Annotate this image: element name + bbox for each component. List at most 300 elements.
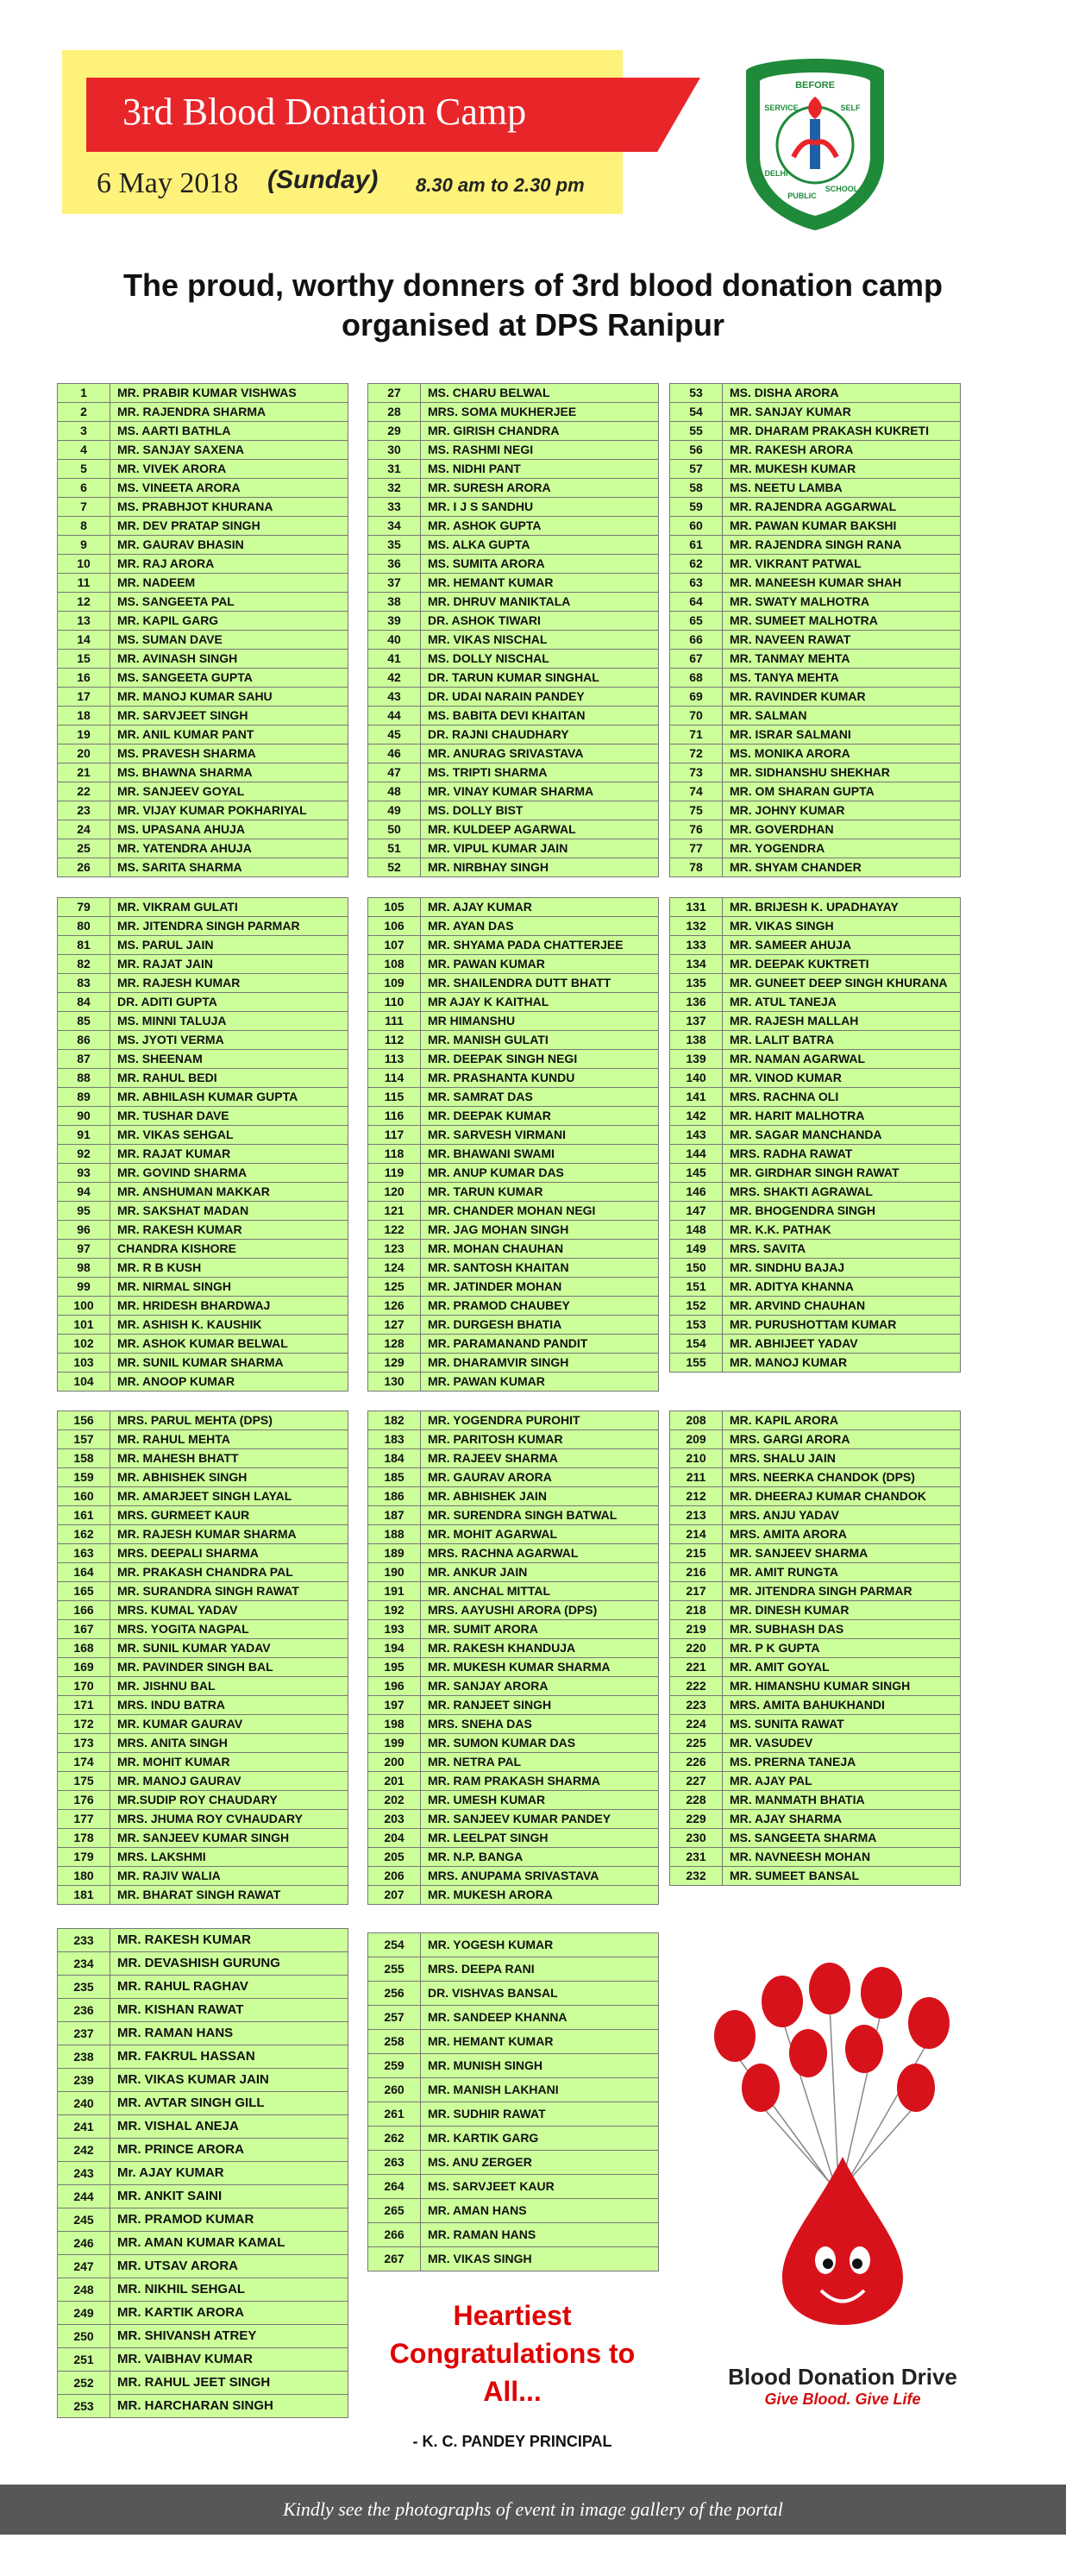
donor-name: MR. RAMAN HANS — [428, 2227, 536, 2241]
donor-row — [368, 858, 658, 876]
donor-name: MR AJAY K KAITHAL — [428, 995, 549, 1008]
donor-number: 154 — [670, 1335, 723, 1353]
donor-row — [670, 936, 960, 955]
donor-name: MRS. SHAKTI AGRAWAL — [730, 1184, 873, 1198]
donor-number: 198 — [368, 1715, 421, 1733]
donor-number: 169 — [58, 1658, 110, 1676]
donor-number: 90 — [58, 1107, 110, 1125]
donor-number: 161 — [58, 1506, 110, 1524]
donor-name: MR. JAG MOHAN SINGH — [428, 1222, 569, 1236]
donor-number: 261 — [368, 2102, 421, 2126]
donor-number: 209 — [670, 1430, 723, 1448]
donor-row — [670, 1810, 960, 1829]
donor-name: MR. ABHISHEK JAIN — [428, 1489, 547, 1503]
donor-name: MR. JISHNU BAL — [117, 1679, 216, 1693]
donor-row — [58, 1031, 348, 1050]
donor-row — [58, 403, 348, 422]
donor-row — [670, 745, 960, 763]
donor-row — [58, 2092, 348, 2115]
donor-row — [670, 1677, 960, 1696]
donor-number: 113 — [368, 1050, 421, 1068]
donor-name: MR. SUMON KUMAR DAS — [428, 1736, 576, 1750]
donor-row — [368, 1240, 658, 1259]
donor-name: MR. AVINASH SINGH — [117, 651, 238, 665]
donor-name: MR. R B KUSH — [117, 1260, 202, 1274]
donor-name: MR. YOGESH KUMAR — [428, 1938, 554, 1951]
donor-name: MR. DEEPAK KUKTRETI — [730, 957, 869, 971]
donor-number: 88 — [58, 1069, 110, 1087]
donor-number: 217 — [670, 1582, 723, 1600]
donor-name: MR. TUSHAR DAVE — [117, 1109, 229, 1122]
donor-row — [368, 460, 658, 479]
svg-text:PUBLIC: PUBLIC — [787, 192, 817, 200]
donor-number: 246 — [58, 2232, 110, 2254]
donor-row — [368, 403, 658, 422]
donor-name: MR. VIKAS SINGH — [730, 919, 834, 933]
donor-name: MS. JYOTI VERMA — [117, 1033, 224, 1046]
donor-number: 185 — [368, 1468, 421, 1486]
donor-number: 3 — [58, 422, 110, 440]
donor-number: 47 — [368, 763, 421, 782]
donor-row — [670, 688, 960, 707]
donor-row — [58, 669, 348, 688]
donor-table-5 — [367, 897, 659, 1392]
donor-name: MR. ANUP KUMAR DAS — [428, 1165, 564, 1179]
donor-number: 163 — [58, 1544, 110, 1562]
donor-name: MRS. SNEHA DAS — [428, 1717, 532, 1731]
donor-name: DR. VISHVAS BANSAL — [428, 1986, 558, 2000]
donor-row — [670, 1449, 960, 1468]
donor-number: 27 — [368, 384, 421, 402]
donor-number: 75 — [670, 801, 723, 820]
donor-row — [670, 1563, 960, 1582]
donor-name: MR. GOVERDHAN — [730, 822, 834, 836]
donor-number: 262 — [368, 2127, 421, 2150]
donor-row — [670, 917, 960, 936]
donor-name: MR. SANDEEP KHANNA — [428, 2010, 567, 2024]
donor-number: 120 — [368, 1183, 421, 1201]
donor-number: 20 — [58, 745, 110, 763]
donor-name: MR. SUDHIR RAWAT — [428, 2107, 546, 2120]
donor-name: MR. MOHAN CHAUHAN — [428, 1241, 564, 1255]
donor-row — [670, 1240, 960, 1259]
donor-name: MS. SANGEETA PAL — [117, 594, 235, 608]
donor-name: MR. NAVNEESH MOHAN — [730, 1850, 871, 1863]
donor-row — [58, 993, 348, 1012]
donor-number: 109 — [368, 974, 421, 992]
donor-row — [670, 1544, 960, 1563]
donor-number: 205 — [368, 1848, 421, 1866]
donor-number: 110 — [368, 993, 421, 1011]
donor-row — [670, 974, 960, 993]
donor-row — [58, 555, 348, 574]
donor-number: 105 — [368, 898, 421, 916]
donor-row — [368, 2006, 658, 2030]
donor-number: 50 — [368, 820, 421, 839]
donor-row — [58, 858, 348, 876]
donor-name: MR. AMAN HANS — [428, 2203, 527, 2217]
donor-row — [58, 2162, 348, 2185]
donor-row — [58, 574, 348, 593]
donor-row — [368, 1297, 658, 1316]
donor-number: 127 — [368, 1316, 421, 1334]
donor-number: 220 — [670, 1639, 723, 1657]
donor-name: MRS. GURMEET KAUR — [117, 1508, 250, 1522]
donor-name: MR. RAHUL JEET SINGH — [117, 2375, 271, 2390]
donor-row — [58, 1468, 348, 1487]
donor-number: 126 — [368, 1297, 421, 1315]
donor-row — [670, 479, 960, 498]
donor-table-2 — [367, 383, 659, 877]
donor-number: 74 — [670, 782, 723, 801]
donor-number: 135 — [670, 974, 723, 992]
donor-number: 197 — [368, 1696, 421, 1714]
donor-number: 28 — [368, 403, 421, 421]
donor-row — [670, 650, 960, 669]
donor-number: 37 — [368, 574, 421, 592]
donor-row — [670, 403, 960, 422]
donor-row — [368, 1753, 658, 1772]
donor-name: MRS. AAYUSHI ARORA (DPS) — [428, 1603, 598, 1617]
donor-name: MR. AJAY KUMAR — [428, 900, 532, 914]
donor-number: 252 — [58, 2372, 110, 2394]
donor-name: MR. SANJEEV KUMAR PANDEY — [428, 1812, 611, 1825]
donor-number: 130 — [368, 1373, 421, 1391]
donor-row — [368, 2199, 658, 2223]
donor-number: 84 — [58, 993, 110, 1011]
donor-row — [58, 1582, 348, 1601]
donor-number: 77 — [670, 839, 723, 858]
donor-number: 62 — [670, 555, 723, 573]
donor-row — [58, 479, 348, 498]
donor-row — [670, 1354, 960, 1372]
svg-text:SERVICE: SERVICE — [764, 104, 799, 112]
donor-number: 31 — [368, 460, 421, 478]
donor-number: 69 — [670, 688, 723, 706]
donor-name: MR. SAMRAT DAS — [428, 1090, 533, 1103]
donor-row — [58, 1297, 348, 1316]
donor-row — [58, 820, 348, 839]
donor-name: MR. MUKESH KUMAR — [730, 462, 856, 475]
donor-number: 170 — [58, 1677, 110, 1695]
donor-name: MR. AJAY SHARMA — [730, 1812, 843, 1825]
donor-number: 232 — [670, 1867, 723, 1885]
donor-number: 70 — [670, 707, 723, 725]
donor-name: MR. TANMAY MEHTA — [730, 651, 850, 665]
donor-row — [368, 1525, 658, 1544]
donor-row — [368, 669, 658, 688]
donor-number: 168 — [58, 1639, 110, 1657]
donor-row — [670, 536, 960, 555]
donor-row — [58, 1069, 348, 1088]
donor-number: 144 — [670, 1145, 723, 1163]
donor-name: MR. GIRDHAR SINGH RAWAT — [730, 1165, 900, 1179]
donor-row — [58, 460, 348, 479]
donor-row — [670, 1430, 960, 1449]
donor-number: 12 — [58, 593, 110, 611]
donor-row — [670, 593, 960, 612]
heading-line-2: organised at DPS Ranipur — [341, 307, 725, 342]
donor-row — [670, 612, 960, 631]
donor-row — [368, 593, 658, 612]
donor-row — [368, 1145, 658, 1164]
donor-name: MR. SHYAMA PADA CHATTERJEE — [428, 938, 624, 952]
donor-number: 229 — [670, 1810, 723, 1828]
donor-row — [58, 955, 348, 974]
donor-name: MR. MUKESH KUMAR SHARMA — [428, 1660, 611, 1674]
donor-name: MR. HARIT MALHOTRA — [730, 1109, 865, 1122]
donor-number: 206 — [368, 1867, 421, 1885]
donor-row — [368, 2247, 658, 2271]
donor-name: MR. SUNIL KUMAR SHARMA — [117, 1355, 284, 1369]
donor-name: MRS. NEERKA CHANDOK (DPS) — [730, 1470, 915, 1484]
donor-name: MRS. AMITA ARORA — [730, 1527, 847, 1541]
donor-number: 106 — [368, 917, 421, 935]
donor-row — [368, 1772, 658, 1791]
donor-row — [58, 2232, 348, 2255]
donor-row — [670, 441, 960, 460]
donor-number: 123 — [368, 1240, 421, 1258]
donor-row — [670, 1468, 960, 1487]
donor-number: 40 — [368, 631, 421, 649]
donor-name: MR. DHARAMVIR SINGH — [428, 1355, 569, 1369]
donor-number: 238 — [58, 2045, 110, 2068]
donor-name: MRS. DEEPA RANI — [428, 1962, 535, 1976]
donor-name: MR. ANKIT SAINI — [117, 2189, 223, 2203]
donor-row — [58, 1411, 348, 1430]
donor-row — [58, 536, 348, 555]
donor-row — [58, 1829, 348, 1848]
donor-row — [368, 422, 658, 441]
donor-number: 171 — [58, 1696, 110, 1714]
donor-row — [58, 631, 348, 650]
donor-number: 162 — [58, 1525, 110, 1543]
donor-name: MRS. KUMAL YADAV — [117, 1603, 238, 1617]
donor-row — [670, 1145, 960, 1164]
donor-number: 30 — [368, 441, 421, 459]
donor-number: 95 — [58, 1202, 110, 1220]
donor-row — [368, 1734, 658, 1753]
donor-row — [58, 1715, 348, 1734]
donor-number: 192 — [368, 1601, 421, 1619]
donor-number: 125 — [368, 1278, 421, 1296]
donor-name: MRS. AMITA BAHUKHANDI — [730, 1698, 885, 1712]
footer-note: Kindly see the photographs of event in image gallery of the portal — [283, 2498, 783, 2520]
donor-name: MR. NADEEM — [117, 575, 196, 589]
donor-row — [58, 726, 348, 745]
donor-name: MR. ABHIJEET YADAV — [730, 1336, 858, 1350]
donor-number: 26 — [58, 858, 110, 876]
donor-number: 250 — [58, 2325, 110, 2347]
donor-number: 51 — [368, 839, 421, 858]
donor-name: MR. ANCHAL MITTAL — [428, 1584, 551, 1598]
donor-name: MS. SARITA SHARMA — [117, 860, 242, 874]
donor-name: MS. NEETU LAMBA — [730, 481, 843, 494]
donor-name: MR. BHOGENDRA SINGH — [730, 1203, 876, 1217]
donor-number: 259 — [368, 2054, 421, 2077]
donor-row — [58, 1449, 348, 1468]
donor-row — [368, 745, 658, 763]
donor-row — [58, 1848, 348, 1867]
congrats-line-1: Heartiest — [453, 2300, 572, 2331]
donor-name: MR. HEMANT KUMAR — [428, 575, 554, 589]
donor-row — [670, 1582, 960, 1601]
donor-row — [58, 1487, 348, 1506]
donor-row — [670, 1829, 960, 1848]
donor-number: 221 — [670, 1658, 723, 1676]
donor-number: 15 — [58, 650, 110, 668]
donor-number: 124 — [368, 1259, 421, 1277]
donor-number: 164 — [58, 1563, 110, 1581]
donor-name: MR. SANJEEV SHARMA — [730, 1546, 868, 1560]
donor-number: 59 — [670, 498, 723, 516]
donor-row — [368, 1126, 658, 1145]
donor-number: 142 — [670, 1107, 723, 1125]
donor-table-7 — [57, 1411, 348, 1905]
donor-number: 200 — [368, 1753, 421, 1771]
donor-row — [58, 763, 348, 782]
donor-number: 7 — [58, 498, 110, 516]
donor-row — [58, 2325, 348, 2348]
donor-name: MR. HEMANT KUMAR — [428, 2034, 554, 2048]
donor-number: 85 — [58, 1012, 110, 1030]
donor-name: MR. MAHESH BHATT — [117, 1451, 239, 1465]
donor-row — [368, 1982, 658, 2006]
donor-number: 227 — [670, 1772, 723, 1790]
donor-row — [670, 1221, 960, 1240]
donor-number: 129 — [368, 1354, 421, 1372]
donor-name: MR. ISRAR SALMANI — [730, 727, 851, 741]
donor-row — [368, 688, 658, 707]
donor-name: MR. VIPUL KUMAR JAIN — [428, 841, 568, 855]
donor-number: 244 — [58, 2185, 110, 2208]
donor-name: MR. MANOJ KUMAR SAHU — [117, 689, 273, 703]
donor-number: 245 — [58, 2208, 110, 2231]
donor-name: MR. GUNEET DEEP SINGH KHURANA — [730, 976, 948, 990]
congrats-line-3: All... — [483, 2376, 542, 2407]
donor-number: 230 — [670, 1829, 723, 1847]
donor-number: 98 — [58, 1259, 110, 1277]
donor-number: 32 — [368, 479, 421, 497]
donor-number: 92 — [58, 1145, 110, 1163]
donor-number: 239 — [58, 2069, 110, 2091]
donor-row — [368, 974, 658, 993]
donor-number: 56 — [670, 441, 723, 459]
donor-number: 44 — [368, 707, 421, 725]
donor-row — [670, 1411, 960, 1430]
donor-name: MS. DOLLY NISCHAL — [428, 651, 549, 665]
donor-row — [58, 936, 348, 955]
donor-row — [368, 1183, 658, 1202]
donor-number: 251 — [58, 2348, 110, 2371]
donor-number: 4 — [58, 441, 110, 459]
donor-row — [368, 441, 658, 460]
donor-name: MRS. RACHNA AGARWAL — [428, 1546, 579, 1560]
donor-row — [368, 2078, 658, 2102]
donor-table-10 — [57, 1928, 348, 2418]
donor-name: MR. PRAKASH CHANDRA PAL — [117, 1565, 293, 1579]
donor-name: MR. SURENDRA SINGH BATWAL — [428, 1508, 618, 1522]
donor-row — [670, 1487, 960, 1506]
donor-number: 60 — [670, 517, 723, 535]
donor-number: 263 — [368, 2151, 421, 2174]
donor-number: 68 — [670, 669, 723, 687]
donor-number: 137 — [670, 1012, 723, 1030]
donor-number: 99 — [58, 1278, 110, 1296]
donor-number: 57 — [670, 460, 723, 478]
donor-number: 91 — [58, 1126, 110, 1144]
donor-number: 203 — [368, 1810, 421, 1828]
donor-row — [368, 1563, 658, 1582]
donor-row — [58, 1202, 348, 1221]
donor-row — [58, 1145, 348, 1164]
donor-number: 61 — [670, 536, 723, 554]
donor-name: MR. UTSAV ARORA — [117, 2259, 238, 2273]
donor-row — [368, 726, 658, 745]
donor-name: MRS. DEEPALI SHARMA — [117, 1546, 259, 1560]
donor-name: MR. CHANDER MOHAN NEGI — [428, 1203, 596, 1217]
donor-name: MR. PRABIR KUMAR VISHWAS — [117, 386, 297, 399]
donor-number: 223 — [670, 1696, 723, 1714]
donor-row — [58, 1183, 348, 1202]
donor-row — [368, 1487, 658, 1506]
donor-row — [670, 1696, 960, 1715]
banner-time: 8.30 am to 2.30 pm — [416, 174, 585, 196]
donor-number: 46 — [368, 745, 421, 763]
donor-row — [670, 631, 960, 650]
donor-name: MR. SANJEEV KUMAR SINGH — [117, 1831, 290, 1844]
donor-row — [368, 1050, 658, 1069]
donor-number: 214 — [670, 1525, 723, 1543]
donor-name: MR. ANURAG SRIVASTAVA — [428, 746, 584, 760]
donor-row — [58, 1525, 348, 1544]
donor-number: 103 — [58, 1354, 110, 1372]
donor-number: 87 — [58, 1050, 110, 1068]
donor-row — [58, 1506, 348, 1525]
donor-row — [368, 1221, 658, 1240]
donor-row — [58, 898, 348, 917]
donor-number: 195 — [368, 1658, 421, 1676]
donor-number: 225 — [670, 1734, 723, 1752]
donor-row — [368, 555, 658, 574]
donor-name: DR. UDAI NARAIN PANDEY — [428, 689, 585, 703]
donor-row — [368, 612, 658, 631]
donor-row — [368, 1259, 658, 1278]
donor-row — [368, 1810, 658, 1829]
donor-name: MR. MANOJ KUMAR — [730, 1355, 848, 1369]
donor-name: MRS. JHUMA ROY CVHAUDARY — [117, 1812, 303, 1825]
donor-number: 93 — [58, 1164, 110, 1182]
donor-row — [368, 1354, 658, 1373]
donor-row — [58, 2069, 348, 2092]
donor-name: DR. RAJNI CHAUDHARY — [428, 727, 569, 741]
donor-number: 254 — [368, 1933, 421, 1957]
donor-row — [670, 993, 960, 1012]
donor-row — [368, 1639, 658, 1658]
donor-row — [368, 1411, 658, 1430]
banner-day: (Sunday) — [267, 166, 379, 194]
donor-name: MR. ANIL KUMAR PANT — [117, 727, 254, 741]
donor-name: MR. AMAN KUMAR KAMAL — [117, 2235, 285, 2250]
donor-row — [368, 1582, 658, 1601]
donor-number: 14 — [58, 631, 110, 649]
donor-name: MR. SANJAY SAXENA — [117, 443, 245, 456]
donor-name: MR. PRAMOD KUMAR — [117, 2212, 254, 2227]
donor-number: 233 — [58, 1929, 110, 1951]
donor-row — [670, 782, 960, 801]
donor-row — [58, 1772, 348, 1791]
donor-row — [58, 1563, 348, 1582]
